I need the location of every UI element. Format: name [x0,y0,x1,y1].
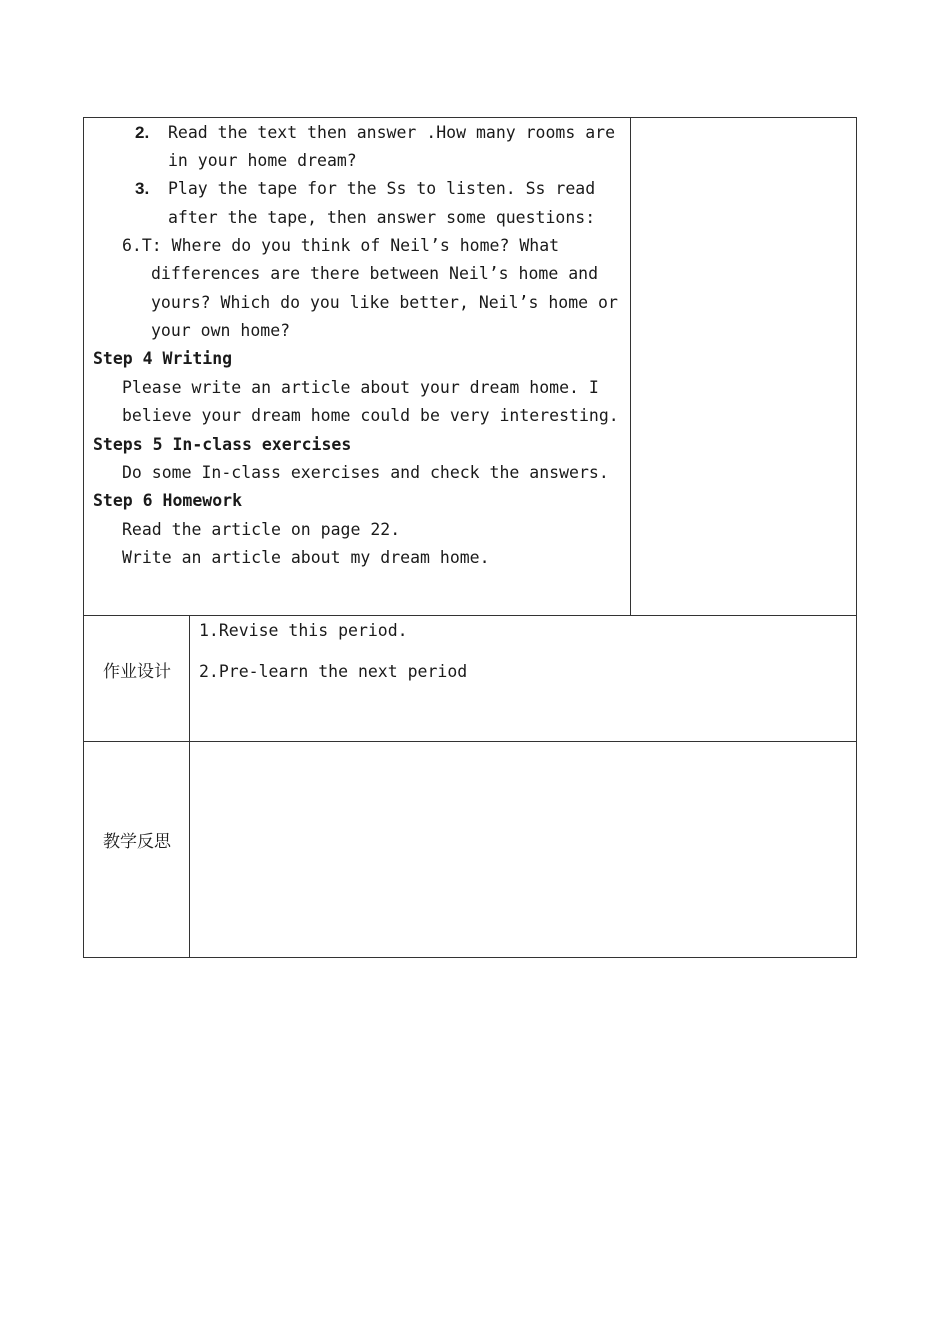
item-3-number: 3. [135,179,150,198]
item-6-line-2: differences are there between Neil’s home and [151,264,599,283]
item-6-line-1: 6.T: Where do you think of Neil’s home? What [122,236,560,255]
item-6-line-4: your own home? [151,321,291,340]
item-3-line-2: after the tape, then answer some questions: [168,208,596,227]
step-6-line-2: Write an article about my dream home. [122,548,490,567]
step-5-heading: Steps 5 In-class exercises [93,435,352,454]
homework-label-divider [189,615,190,742]
item-6-line-3: yours? Which do you like better, Neil’s home or [151,293,618,312]
item-2-line-2: in your home dream? [168,151,357,170]
step-4-line-2: believe your dream home could be very interesting. [122,406,619,425]
homework-item-2: 2.Pre-learn the next period [199,662,468,681]
item-2-number: 2. [135,123,150,142]
item-3-line-1: Play the tape for the Ss to listen. Ss read [168,179,596,198]
step-6-line-1: Read the article on page 22. [122,520,401,539]
reflection-row [83,741,857,958]
lesson-column-divider [630,117,631,616]
item-2-line-1: Read the text then answer .How many rooms are [168,123,616,142]
step-4-line-1: Please write an article about your dream home. I [122,378,599,397]
reflection-label-divider [189,741,190,958]
homework-label: 作业设计 [103,662,171,682]
step-6-heading: Step 6 Homework [93,491,243,510]
step-5-line-1: Do some In-class exercises and check the answers. [122,463,609,482]
reflection-label: 教学反思 [103,832,171,852]
step-4-heading: Step 4 Writing [93,349,233,368]
homework-item-1: 1.Revise this period. [199,621,408,640]
